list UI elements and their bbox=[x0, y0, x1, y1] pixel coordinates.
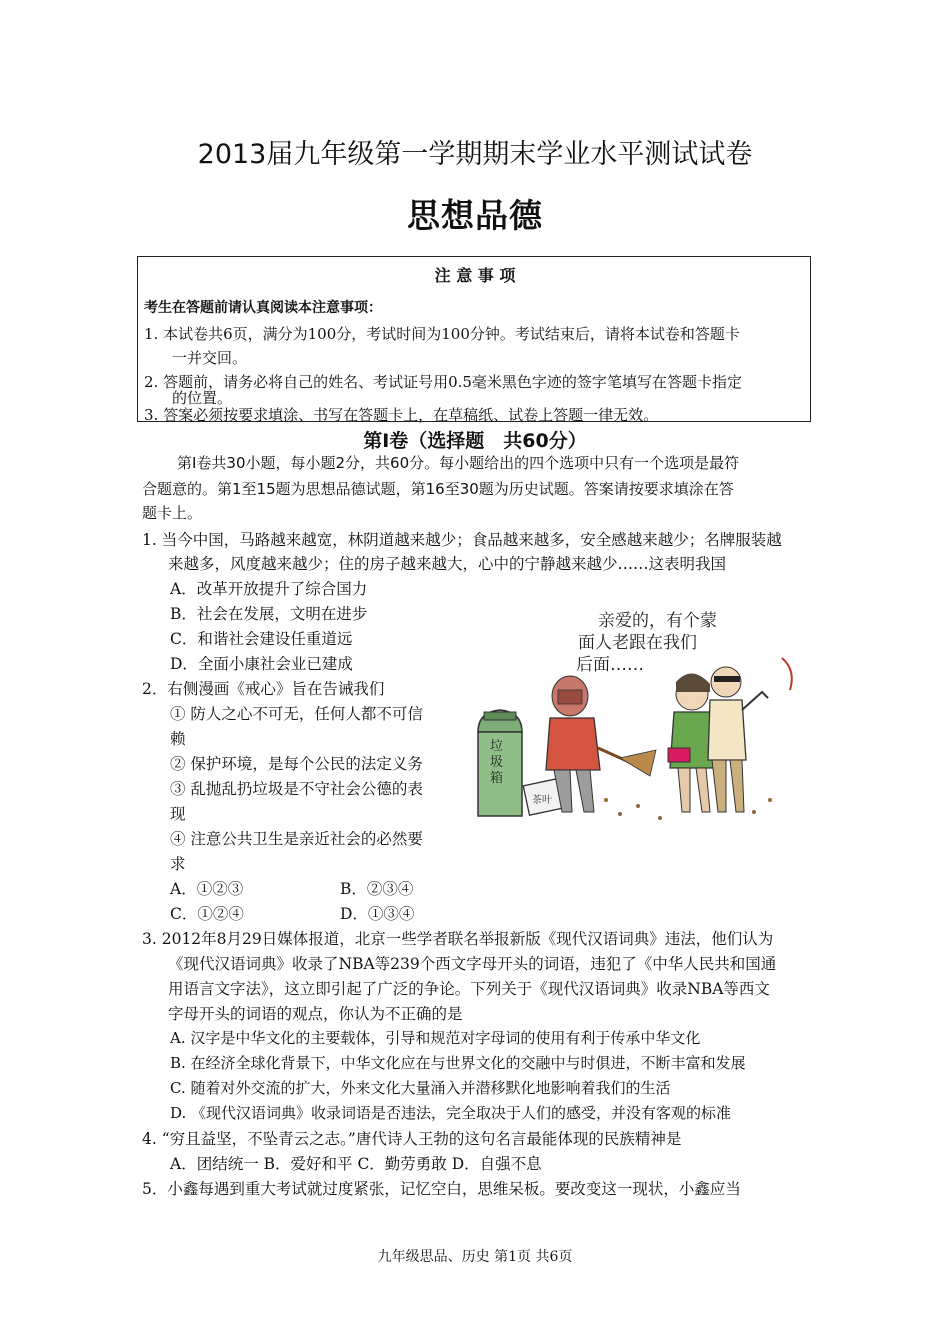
option: A. 汉字是中华文化的主要载体，引导和规范对字母词的使用有利于传承中华文化 bbox=[170, 1029, 701, 1047]
speech-text: 面人老跟在我们 bbox=[578, 633, 697, 653]
option: C．①②④ bbox=[170, 905, 244, 923]
notice-item: 一并交回。 bbox=[172, 349, 248, 367]
option: C．和谐社会建设任重道远 bbox=[170, 630, 353, 648]
option: B．社会在发展，文明在进步 bbox=[170, 605, 368, 623]
option: D. 《现代汉语词典》收录词语是否违法，完全取决于人们的感受，并没有客观的标准 bbox=[170, 1104, 732, 1122]
question-stem: 5．小鑫每遇到重大考试就过度紧张，记忆空白，思维呆板。要改变这一现状，小鑫应当 bbox=[142, 1180, 741, 1198]
bin-label: 垃 bbox=[490, 739, 504, 754]
statement: 现 bbox=[170, 805, 186, 823]
section-instructions: 题卡上。 bbox=[142, 504, 203, 522]
option: B．②③④ bbox=[340, 880, 414, 898]
couple-figures bbox=[668, 658, 792, 812]
option: D．全面小康社会业已建成 bbox=[170, 655, 353, 673]
notice-item: 3. 答案必须按要求填涂、书写在答题卡上，在草稿纸、试卷上答题一律无效。 bbox=[144, 406, 659, 424]
question-stem: 《现代汉语词典》收录了NBA等239个西文字母开头的词语，违犯了《中华人民共和国通 bbox=[168, 955, 777, 973]
question-stem: 用语言文字法》，这立即引起了广泛的争论。下列关于《现代汉语词典》收录NBA等西文 bbox=[168, 980, 770, 998]
speech-text: 亲爱的，有个蒙 bbox=[598, 611, 717, 631]
speech-text: 后面…… bbox=[576, 655, 644, 675]
notice-title: 注 意 事 项 bbox=[434, 266, 516, 285]
question-stem: 1. 当今中国，马路越来越宽，林阴道越来越少；食品越来越多，安全感越来越少；名牌服装越 bbox=[142, 531, 782, 549]
option: A．①②③ bbox=[170, 880, 244, 898]
trash-bin bbox=[478, 710, 522, 816]
section-instructions: 合题意的。第1至15题为思想品德试题，第16至30题为历史试题。答案请按要求填涂在答 bbox=[142, 480, 734, 498]
notice-item: 2. 答题前，请务必将自己的姓名、考试证号用0.5毫米黑色字迹的签字笔填写在答题卡指定 bbox=[144, 373, 742, 391]
option: B. 在经济全球化背景下，中华文化应在与世界文化的交融中与时俱进，不断丰富和发展 bbox=[170, 1054, 746, 1072]
statement: ① 防人之心不可无，任何人都不可信 bbox=[170, 705, 423, 723]
statement: ④ 注意公共卫生是亲近社会的必然要 bbox=[170, 830, 423, 848]
notice-item: 的位置。 bbox=[172, 389, 233, 407]
question-stem: 字母开头的词语的观点，你认为不正确的是 bbox=[168, 1005, 463, 1023]
page-footer: 九年级思品、历史 第1页 共6页 bbox=[377, 1249, 573, 1265]
box-label: 茶叶 bbox=[532, 795, 552, 806]
bin-label: 箱 bbox=[490, 771, 504, 786]
section-title: 第Ⅰ卷（选择题 共60分） bbox=[363, 430, 587, 452]
question-stem: 来越多，风度越来越少；住的房子越来越大，心中的宁静越来越少……这表明我国 bbox=[168, 555, 727, 573]
option: C. 随着对外交流的扩大，外来文化大量涌入并潜移默化地影响着我们的生活 bbox=[170, 1079, 671, 1097]
question-stem: 4. “穷且益坚，不坠青云之志。”唐代诗人王勃的这句名言最能体现的民族精神是 bbox=[142, 1130, 682, 1148]
statement: ② 保护环境，是每个公民的法定义务 bbox=[170, 755, 423, 773]
notice-item: 1. 本试卷共6页，满分为100分，考试时间为100分钟。考试结束后，请将本试卷和答题卡 bbox=[144, 325, 740, 343]
notice-intro: 考生在答题前请认真阅读本注意事项： bbox=[144, 300, 382, 316]
question-stem: 2．右侧漫画《戒心》旨在告诫我们 bbox=[142, 680, 385, 698]
option-row: A．团结统一 B．爱好和平 C．勤劳勇敢 D．自强不息 bbox=[170, 1155, 542, 1173]
statement: 求 bbox=[170, 855, 186, 873]
cartoon-illustration bbox=[470, 600, 816, 825]
exam-title: 2013届九年级第一学期期末学业水平测试试卷 bbox=[197, 139, 753, 170]
subject-title: 思想品德 bbox=[407, 196, 543, 235]
cleaner-figure bbox=[546, 676, 656, 812]
question-stem: 3. 2012年8月29日媒体报道，北京一些学者联名举报新版《现代汉语词典》违法，他们认为 bbox=[142, 930, 774, 948]
option: D．①③④ bbox=[340, 905, 415, 923]
section-instructions: 第Ⅰ卷共30小题，每小题2分，共60分。每小题给出的四个选项中只有一个选项是最符 bbox=[177, 454, 740, 472]
option: A．改革开放提升了综合国力 bbox=[170, 580, 368, 598]
statement: 赖 bbox=[170, 730, 186, 748]
notice-box bbox=[137, 256, 811, 422]
statement: ③ 乱抛乱扔垃圾是不守社会公德的表 bbox=[170, 780, 423, 798]
bin-label: 圾 bbox=[490, 755, 504, 770]
